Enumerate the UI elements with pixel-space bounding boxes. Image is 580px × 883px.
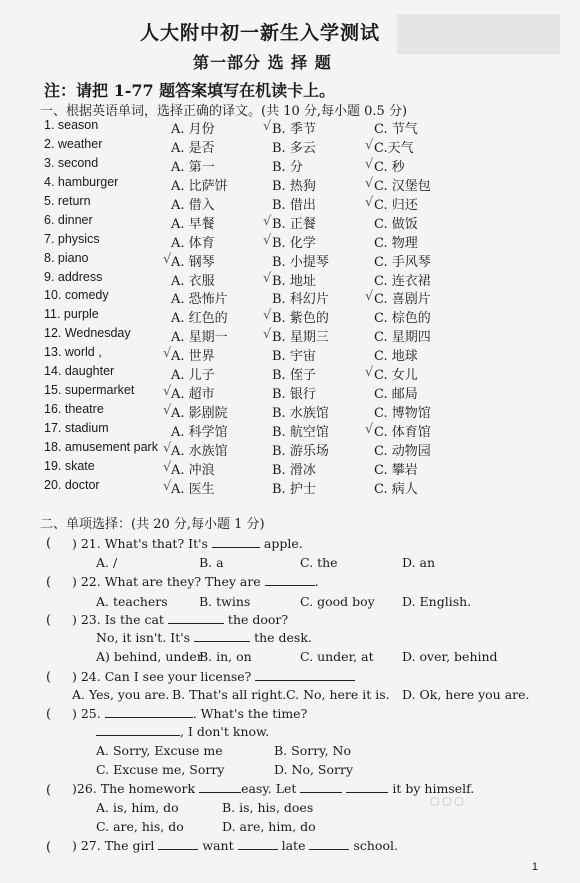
option-c: C. 星期四 [374, 330, 431, 346]
option-a: A. 借入 [171, 197, 215, 213]
option-a: A. 星期一 [171, 330, 228, 346]
q23-line2-start: No, it isn't. It's [96, 630, 191, 645]
check-mark-icon: √ [163, 459, 172, 475]
option-b: B. 季节 [272, 122, 316, 137]
q22-option-c: C. good boy [300, 594, 375, 609]
vocab-row [0, 231, 580, 250]
check-mark-icon: √ [365, 289, 374, 305]
option-a: A. 是否 [171, 140, 215, 156]
option-a: A. 科学馆 [171, 425, 228, 440]
option-c: C.天气 [374, 140, 414, 156]
option-c: C. 女儿 [374, 368, 418, 384]
check-mark-icon: √ [365, 365, 374, 381]
vocab-row [0, 136, 580, 155]
q21-option-a: A. / [96, 555, 118, 570]
option-c: C. 喜剧片 [374, 292, 431, 308]
vocab-word: 7. physics [44, 231, 100, 246]
option-c: C. 连衣裙 [374, 273, 431, 289]
option-b: B. 银行 [272, 387, 316, 403]
bleed-through-text: ▢ ▢ ▢ [430, 796, 464, 807]
q22-option-d: D. English. [402, 594, 472, 609]
vocab-word: 20. doctor [44, 477, 100, 492]
option-b: B. 多云 [272, 140, 316, 156]
option-b: B. 侄子 [272, 368, 316, 384]
vocab-row [0, 401, 580, 420]
vocab-word: 9. address [44, 269, 103, 284]
option-b: B. 小提琴 [272, 254, 329, 270]
vocab-row [0, 420, 580, 439]
check-mark-icon: √ [163, 251, 172, 267]
q24-option-b: B. That's all right. [172, 687, 287, 702]
answer-blank [199, 781, 241, 793]
option-b: B. 滑冰 [272, 462, 316, 478]
vocab-word: 3. second [44, 155, 99, 170]
vocab-row [0, 477, 580, 496]
vocab-word: 2. weather [44, 136, 103, 151]
option-a: A. 世界 [171, 349, 215, 365]
answer-paren: ( [46, 783, 52, 798]
answer-paren: ( [46, 840, 52, 855]
q23-option-b: B. in, on [199, 649, 252, 664]
answer-blank [96, 724, 180, 736]
option-c: C. 地球 [374, 349, 418, 365]
check-mark-icon: √ [365, 156, 374, 172]
question-23 [72, 612, 288, 627]
check-mark-icon: √ [365, 194, 374, 210]
option-b: B. 宇宙 [272, 349, 316, 365]
q27-stem: ) 27. The girl [72, 838, 155, 853]
check-mark-icon: √ [163, 478, 172, 494]
answer-blank [265, 574, 315, 586]
option-a: A. 月份 [171, 122, 215, 137]
option-c: C. 做饭 [374, 216, 418, 232]
q23-option-c: C. under, at [300, 649, 374, 664]
option-a: A. 比萨饼 [171, 178, 228, 194]
option-b: B. 分 [272, 159, 303, 175]
q24-option-d: D. Ok, here you are. [402, 687, 530, 702]
q25-option-d: D. No, Sorry [274, 762, 354, 777]
vocab-word: 11. purple [44, 307, 99, 322]
q24-stem: ) 24. Can I see your license? [72, 669, 252, 684]
q25-line2 [96, 724, 269, 739]
option-c: C. 物理 [374, 235, 418, 251]
option-b: B. 航空馆 [272, 425, 329, 440]
q23-option-a: A) behind, under [96, 649, 203, 664]
check-mark-icon: √ [263, 232, 272, 248]
q26-stem-end: it by himself. [392, 781, 475, 796]
q25-option-b: B. Sorry, No [274, 743, 351, 758]
question-22 [72, 574, 319, 589]
vocab-row [0, 382, 580, 401]
check-mark-icon: √ [365, 175, 374, 191]
vocab-row [0, 439, 580, 458]
instruction-note: 注：请把 1-77 题答案填写在机读卡上。 [44, 81, 336, 100]
option-c: C. 秒 [374, 159, 405, 175]
option-b: B. 紫色的 [272, 311, 329, 327]
q26-option-b: B. is, his, does [222, 800, 314, 815]
q21-option-b: B. a [199, 555, 224, 570]
option-a: A. 影剧院 [171, 406, 228, 422]
q25-line2-text: , I don't know. [180, 724, 270, 739]
option-a: A. 钢琴 [171, 254, 215, 270]
option-c: C. 归还 [374, 197, 418, 213]
vocab-row [0, 306, 580, 325]
option-c: C. 棕色的 [374, 311, 431, 327]
option-c: C. 邮局 [374, 387, 418, 403]
part-heading: 第一部分 选 择 题 [193, 53, 332, 72]
option-c: C. 汉堡包 [374, 178, 431, 194]
section1-heading: 一、根据英语单词，选择正确的译文。(共 10 分,每小题 0.5 分) [40, 104, 408, 119]
option-b: B. 护士 [272, 481, 316, 497]
q21-stem-end: apple. [263, 536, 303, 551]
option-b: B. 化学 [272, 235, 316, 251]
question-27 [72, 838, 398, 853]
check-mark-icon: √ [365, 422, 374, 437]
vocab-word: 12. Wednesday [44, 326, 131, 341]
option-a: A. 第一 [171, 159, 215, 175]
q21-option-d: D. an [402, 555, 436, 570]
q21-option-c: C. the [300, 555, 338, 570]
option-c: C. 体育馆 [374, 425, 431, 440]
check-mark-icon: √ [163, 403, 172, 419]
q23-line2-end: the desk. [254, 630, 312, 645]
q22-stem-end: . [314, 574, 319, 589]
option-c: C. 攀岩 [374, 462, 418, 478]
option-a: A. 医生 [171, 481, 215, 497]
vocab-word: 18. amusement park [44, 439, 158, 454]
q22-option-a: A. teachers [96, 594, 168, 609]
option-c: C. 手风琴 [374, 254, 431, 270]
answer-blank [105, 706, 193, 718]
page-number: 1 [531, 861, 538, 873]
option-a: A. 衣服 [171, 273, 215, 289]
redacted-area [397, 14, 560, 54]
vocab-row [0, 458, 580, 477]
section2-heading: 二、单项选择：(共 20 分,每小题 1 分) [40, 517, 265, 532]
vocab-row [0, 174, 580, 193]
vocab-row [0, 269, 580, 288]
option-c: C. 病人 [374, 481, 418, 497]
vocab-word: 13. world , [44, 345, 102, 360]
answer-paren: ( [46, 613, 52, 628]
vocab-list [0, 117, 580, 496]
answer-blank [300, 781, 342, 793]
check-mark-icon: √ [163, 346, 172, 362]
vocab-row [0, 155, 580, 174]
option-a: A. 超市 [171, 387, 215, 403]
vocab-word: 4. hamburger [44, 174, 119, 189]
option-a: A. 体育 [171, 235, 215, 251]
option-a: A. 恐怖片 [171, 292, 228, 308]
q22-stem: ) 22. What are they? They are [72, 574, 261, 589]
option-a: A. 冲浪 [171, 462, 215, 478]
answer-paren: ( [46, 575, 52, 590]
q27-stem-end: school. [353, 838, 398, 853]
option-b: B. 星期三 [272, 330, 329, 346]
vocab-word: 1. season [44, 118, 99, 132]
option-c: C. 节气 [374, 122, 418, 137]
q27-stem-mid2: late [281, 838, 306, 853]
q27-stem-mid1: want [202, 838, 234, 853]
q23-option-d: D. over, behind [402, 649, 498, 664]
answer-paren: ( [46, 670, 52, 685]
answer-blank [346, 781, 388, 793]
answer-paren: ( [46, 707, 52, 722]
vocab-row [0, 250, 580, 269]
vocab-word: 14. daughter [44, 364, 115, 379]
option-c: C. 动物园 [374, 443, 431, 459]
option-b: B. 热狗 [272, 178, 316, 194]
option-a: A. 儿子 [171, 368, 215, 384]
option-b: B. 借出 [272, 197, 316, 213]
option-b: B. 科幻片 [272, 292, 329, 308]
question-24 [72, 669, 355, 684]
check-mark-icon: √ [163, 440, 172, 456]
option-b: B. 地址 [272, 273, 316, 289]
answer-paren: ( [46, 536, 52, 551]
q26-stem-mid: easy. Let [241, 781, 297, 796]
vocab-row [0, 287, 580, 306]
check-mark-icon: √ [263, 308, 272, 324]
answer-blank [212, 536, 260, 548]
vocab-row [0, 344, 580, 363]
question-26 [72, 781, 474, 796]
option-b: B. 游乐场 [272, 443, 329, 459]
option-b: B. 水族馆 [272, 406, 329, 422]
vocab-word: 16. theatre [44, 402, 104, 417]
answer-blank [194, 630, 250, 642]
q21-stem: ) 21. What's that? It's [72, 536, 208, 551]
option-a: A. 水族馆 [171, 443, 228, 459]
vocab-row [0, 363, 580, 382]
check-mark-icon: √ [263, 213, 272, 229]
q22-option-b: B. twins [199, 594, 251, 609]
answer-blank [309, 838, 349, 850]
option-c: C. 博物馆 [374, 406, 431, 422]
q25-option-a: A. Sorry, Excuse me [96, 743, 223, 758]
q23-stem: ) 23. Is the cat [72, 612, 164, 627]
vocab-word: 17. stadium [44, 421, 109, 435]
question-25 [72, 706, 307, 721]
q26-option-d: D. are, him, do [222, 819, 316, 834]
answer-blank [158, 838, 198, 850]
q24-option-c: C. No, here it is. [286, 687, 390, 702]
check-mark-icon: √ [163, 384, 172, 400]
vocab-word: 19. skate [44, 458, 95, 473]
vocab-row [0, 325, 580, 344]
option-a: A. 红色的 [171, 311, 228, 327]
q23-stem-end: the door? [227, 612, 289, 627]
check-mark-icon: √ [365, 137, 374, 153]
check-mark-icon: √ [263, 270, 272, 286]
check-mark-icon: √ [263, 327, 272, 343]
q24-option-a: A. Yes, you are. [72, 687, 170, 702]
vocab-row [0, 212, 580, 231]
q25-stem-end: . What's the time? [192, 706, 308, 721]
page-title: 人大附中初一新生入学测试 [140, 22, 381, 44]
check-mark-icon: √ [263, 119, 272, 134]
vocab-row [0, 193, 580, 212]
vocab-word: 5. return [44, 193, 91, 208]
vocab-word: 6. dinner [44, 212, 93, 227]
answer-blank [255, 669, 355, 681]
option-a: A. 早餐 [171, 216, 215, 232]
vocab-word: 8. piano [44, 250, 89, 265]
answer-blank [168, 612, 224, 624]
option-b: B. 正餐 [272, 216, 316, 232]
vocab-word: 10. comedy [44, 288, 109, 303]
vocab-row [0, 117, 580, 136]
vocab-word: 15. supermarket [44, 383, 135, 398]
q23-line2 [96, 630, 312, 645]
q25-option-c: C. Excuse me, Sorry [96, 762, 225, 777]
question-21 [72, 536, 303, 551]
q26-option-a: A. is, him, do [96, 800, 179, 815]
q26-option-c: C. are, his, do [96, 819, 184, 834]
q25-stem: ) 25. [72, 706, 101, 721]
q26-stem: )26. The homework [72, 781, 196, 796]
answer-blank [238, 838, 278, 850]
